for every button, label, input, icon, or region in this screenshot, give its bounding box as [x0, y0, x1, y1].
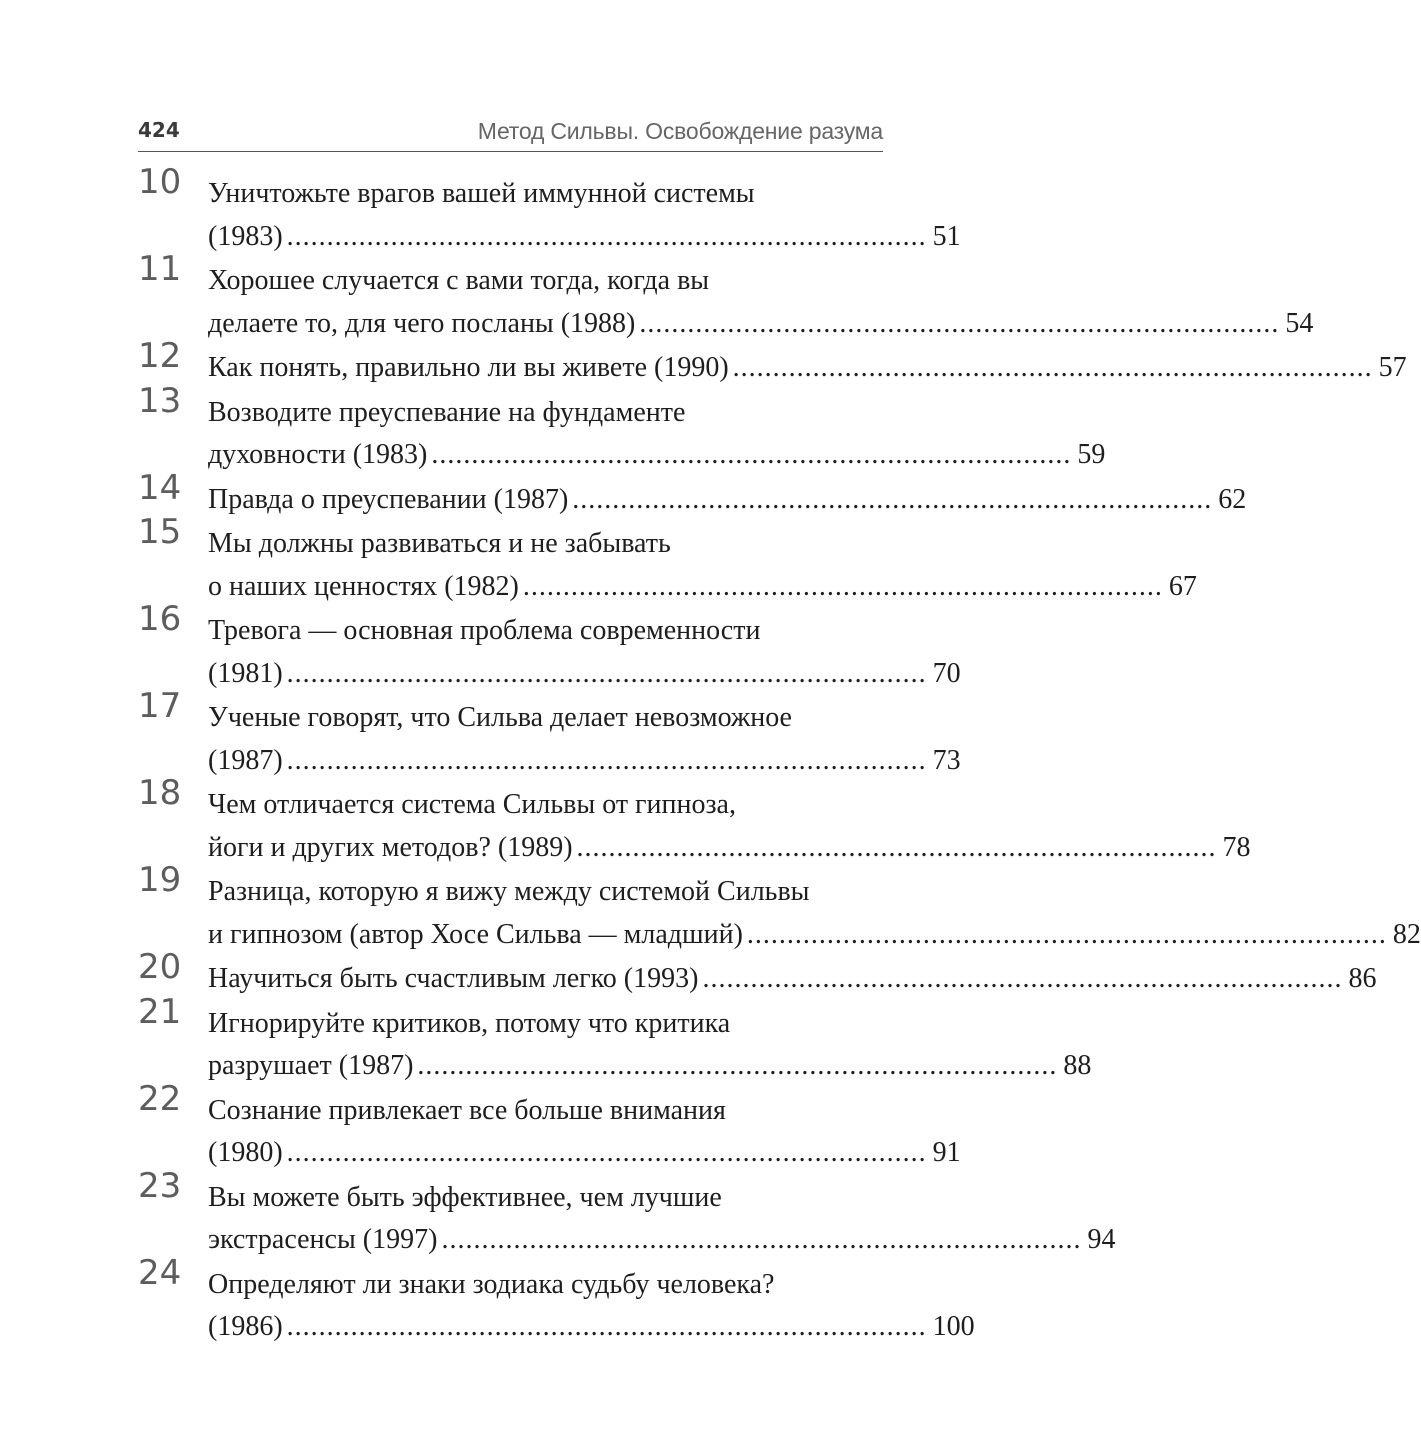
toc-dot-leader: ................................................................................	[572, 483, 1213, 515]
toc-title-text: (1987)	[208, 744, 283, 776]
toc-dot-leader: ................................................................................	[576, 831, 1217, 863]
toc-chapter-number: 23	[138, 1165, 182, 1206]
running-title: Метод Сильвы. Освобождение разума	[477, 118, 883, 144]
toc-title-line: Уничтожьте врагов вашей иммунной системы	[208, 178, 755, 209]
toc-dot-leader: ................................................................................	[441, 1224, 1082, 1255]
toc-title-line: Тревога — основная проблема современности	[208, 615, 761, 646]
toc-title-line: Сознание привлекает все больше внимания	[208, 1094, 726, 1126]
toc-chapter-number: 14	[138, 467, 182, 508]
toc-dot-leader: ................................................................................	[286, 1137, 927, 1168]
toc-title-text: йоги и других методов? (1989)	[208, 831, 573, 863]
toc-title-text: разрушает (1987)	[208, 1050, 414, 1081]
toc-title-text: (1980)	[208, 1137, 283, 1168]
toc-title-text: (1986)	[208, 1311, 283, 1342]
toc-page-number: 51	[932, 220, 961, 252]
toc-chapter-number: 17	[138, 686, 182, 726]
toc-title-last-line	[208, 1137, 961, 1169]
toc-page-number: 82	[1392, 918, 1421, 950]
toc-title-last-line	[208, 1311, 975, 1343]
toc-dot-leader: ................................................................................	[286, 1311, 927, 1342]
page-number: 424	[138, 118, 180, 142]
toc-title-line: Разница, которую я вижу между системой Сильвы	[208, 876, 810, 907]
toc-title-last-line	[208, 963, 1377, 995]
toc-page-number: 59	[1077, 439, 1106, 470]
toc-title-text: (1981)	[208, 657, 283, 689]
toc-page-number: 54	[1285, 307, 1314, 339]
toc-title-text: экстрасенсы (1997)	[208, 1224, 438, 1255]
toc-chapter-number: 18	[138, 773, 182, 813]
toc-title-last-line	[208, 918, 1421, 951]
toc-dot-leader: ................................................................................	[746, 918, 1387, 950]
toc-title-text: и гипнозом (автор Хосе Сильва — младший)	[208, 918, 743, 950]
toc-title-line: Определяют ли знаки зодиака судьбу человека?	[208, 1268, 775, 1300]
toc-chapter-number: 12	[138, 336, 182, 376]
toc-title-line: Мы должны развиваться и не забывать	[208, 528, 671, 559]
toc-chapter-number: 19	[138, 860, 182, 900]
toc-title-last-line	[208, 307, 1314, 340]
toc-title-line: Ученые говорят, что Сильва делает невозможное	[208, 702, 792, 733]
toc-dot-leader: ................................................................................	[286, 744, 927, 776]
toc-title-text: духовности (1983)	[208, 439, 428, 470]
toc-title-last-line	[208, 1050, 1092, 1082]
toc-title-line: Чем отличается система Сильвы от гипноза,	[208, 789, 736, 820]
toc-title-last-line	[208, 439, 1106, 471]
toc-title-last-line	[208, 570, 1197, 603]
toc-title-last-line	[208, 831, 1251, 864]
toc-dot-leader: ................................................................................	[417, 1050, 1058, 1081]
toc-page-number: 62	[1218, 483, 1247, 515]
toc-page-number: 70	[932, 657, 961, 689]
header-rule	[138, 151, 883, 152]
toc-title-last-line	[208, 657, 961, 690]
toc-dot-leader: ................................................................................	[431, 439, 1072, 470]
toc-chapter-number: 10	[138, 162, 182, 202]
toc-title-text: (1983)	[208, 220, 283, 252]
toc-title-text: Как понять, правильно ли вы живете (1990)	[208, 352, 729, 383]
toc-chapter-number: 16	[138, 599, 182, 639]
toc-chapter-number: 11	[138, 249, 182, 289]
toc-dot-leader: ................................................................................	[732, 352, 1373, 383]
toc-page-number: 88	[1063, 1050, 1092, 1081]
toc-page-number: 73	[932, 744, 961, 776]
toc-chapter-number: 22	[138, 1078, 182, 1119]
running-header	[138, 118, 883, 150]
toc-title-line: Вы можете быть эффективнее, чем лучшие	[208, 1181, 722, 1213]
toc-page-number: 86	[1348, 963, 1377, 994]
toc-title-last-line	[208, 744, 961, 777]
toc-dot-leader: ................................................................................	[702, 963, 1343, 994]
toc-page-number: 100	[932, 1311, 975, 1342]
toc-page-number: 94	[1087, 1224, 1116, 1255]
toc-page-number: 67	[1168, 570, 1197, 602]
toc-title-line: Хорошее случается с вами тогда, когда вы	[208, 265, 710, 296]
toc-chapter-number: 15	[138, 512, 182, 552]
toc-page-number: 91	[932, 1137, 961, 1168]
toc-title-last-line	[208, 483, 1247, 516]
toc-dot-leader: ................................................................................	[639, 307, 1280, 339]
toc-title-last-line	[208, 220, 961, 253]
toc-chapter-number: 24	[138, 1252, 182, 1293]
toc-title-line: Возводите преуспевание на фундаменте	[208, 396, 686, 428]
toc-title-line: Игнорируйте критиков, потому что критика	[208, 1007, 731, 1039]
toc-chapter-number: 13	[138, 380, 182, 421]
toc-title-last-line	[208, 1224, 1116, 1256]
toc-page-number: 57	[1378, 352, 1407, 383]
toc-dot-leader: ................................................................................	[286, 657, 927, 689]
toc-dot-leader: ................................................................................	[286, 220, 927, 252]
toc-title-text: о наших ценностях (1982)	[208, 570, 519, 602]
toc-title-text: Правда о преуспевании (1987)	[208, 483, 569, 515]
toc-chapter-number: 20	[138, 947, 182, 987]
toc-title-text: Научиться быть счастливым легко (1993)	[208, 963, 699, 994]
toc-chapter-number: 21	[138, 991, 182, 1032]
toc-page-number: 78	[1222, 831, 1251, 863]
toc-title-last-line	[208, 352, 1407, 384]
toc-dot-leader: ................................................................................	[522, 570, 1163, 602]
toc-title-text: делаете то, для чего посланы (1988)	[208, 307, 636, 339]
